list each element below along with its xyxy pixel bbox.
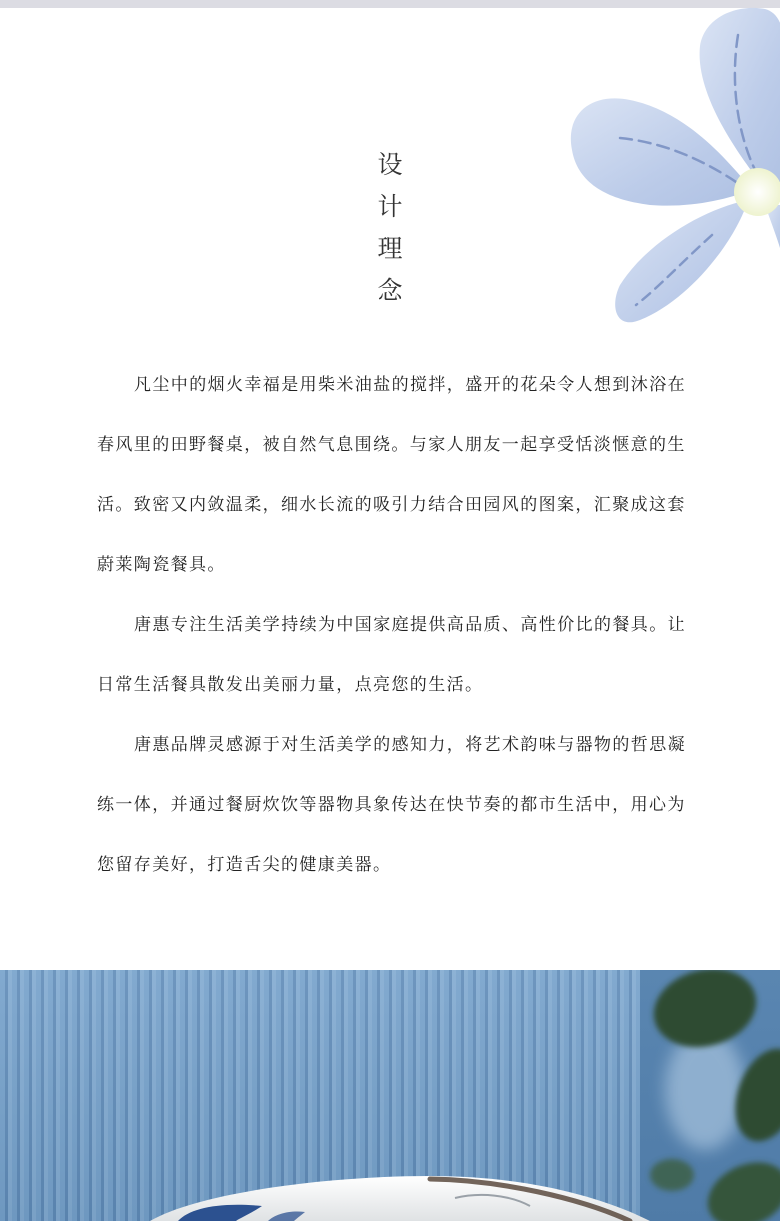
- flower-petal-lower: [615, 200, 748, 322]
- section-title-vertical: [365, 144, 415, 312]
- paragraph-line: 唐惠品牌灵感源于对生活美学的感知力，将艺术韵味与器物的哲思凝: [134, 735, 686, 755]
- section-title-char: 设: [377, 150, 403, 179]
- paragraph-line: 凡尘中的烟火幸福是用柴米油盐的搅拌，盛开的花朵令人想到沐浴在: [134, 375, 686, 395]
- leaf-icon: [650, 1159, 694, 1191]
- flower-center: [734, 168, 780, 216]
- paragraph-line: 活。致密又内敛温柔，细水长流的吸引力结合田园风的图案，汇聚成这套: [97, 495, 686, 515]
- paragraph-line: 唐惠专注生活美学持续为中国家庭提供高品质、高性价比的餐具。让: [134, 615, 686, 635]
- photo-scene: [0, 970, 780, 1221]
- leaf-icon: [645, 970, 765, 1058]
- paragraph-brand-focus: [97, 595, 697, 715]
- light-bokeh: [665, 1030, 745, 1150]
- design-description: [97, 355, 697, 895]
- section-title-char: 计: [377, 192, 403, 221]
- paragraph-line: 蔚莱陶瓷餐具。: [97, 555, 226, 575]
- paragraph-line: 您留存美好，打造舌尖的健康美器。: [97, 855, 392, 875]
- leaf-icon: [697, 1150, 780, 1221]
- paragraph-line: 春风里的田野餐桌，被自然气息围绕。与家人朋友一起享受恬淡惬意的生: [97, 435, 686, 455]
- paragraph-intro: [97, 355, 697, 595]
- section-title-char: 理: [377, 234, 403, 263]
- paragraph-line: 练一体，并通过餐厨炊饮等器物具象传达在快节奏的都市生活中，用心为: [97, 795, 686, 815]
- paragraph-line: 日常生活餐具散发出美丽力量，点亮您的生活。: [97, 675, 484, 695]
- blue-flower-icon: [560, 0, 780, 330]
- paragraph-brand-inspiration: [97, 715, 697, 895]
- section-title-char: 念: [377, 276, 403, 305]
- ceramic-bowl-photo: [0, 970, 780, 1221]
